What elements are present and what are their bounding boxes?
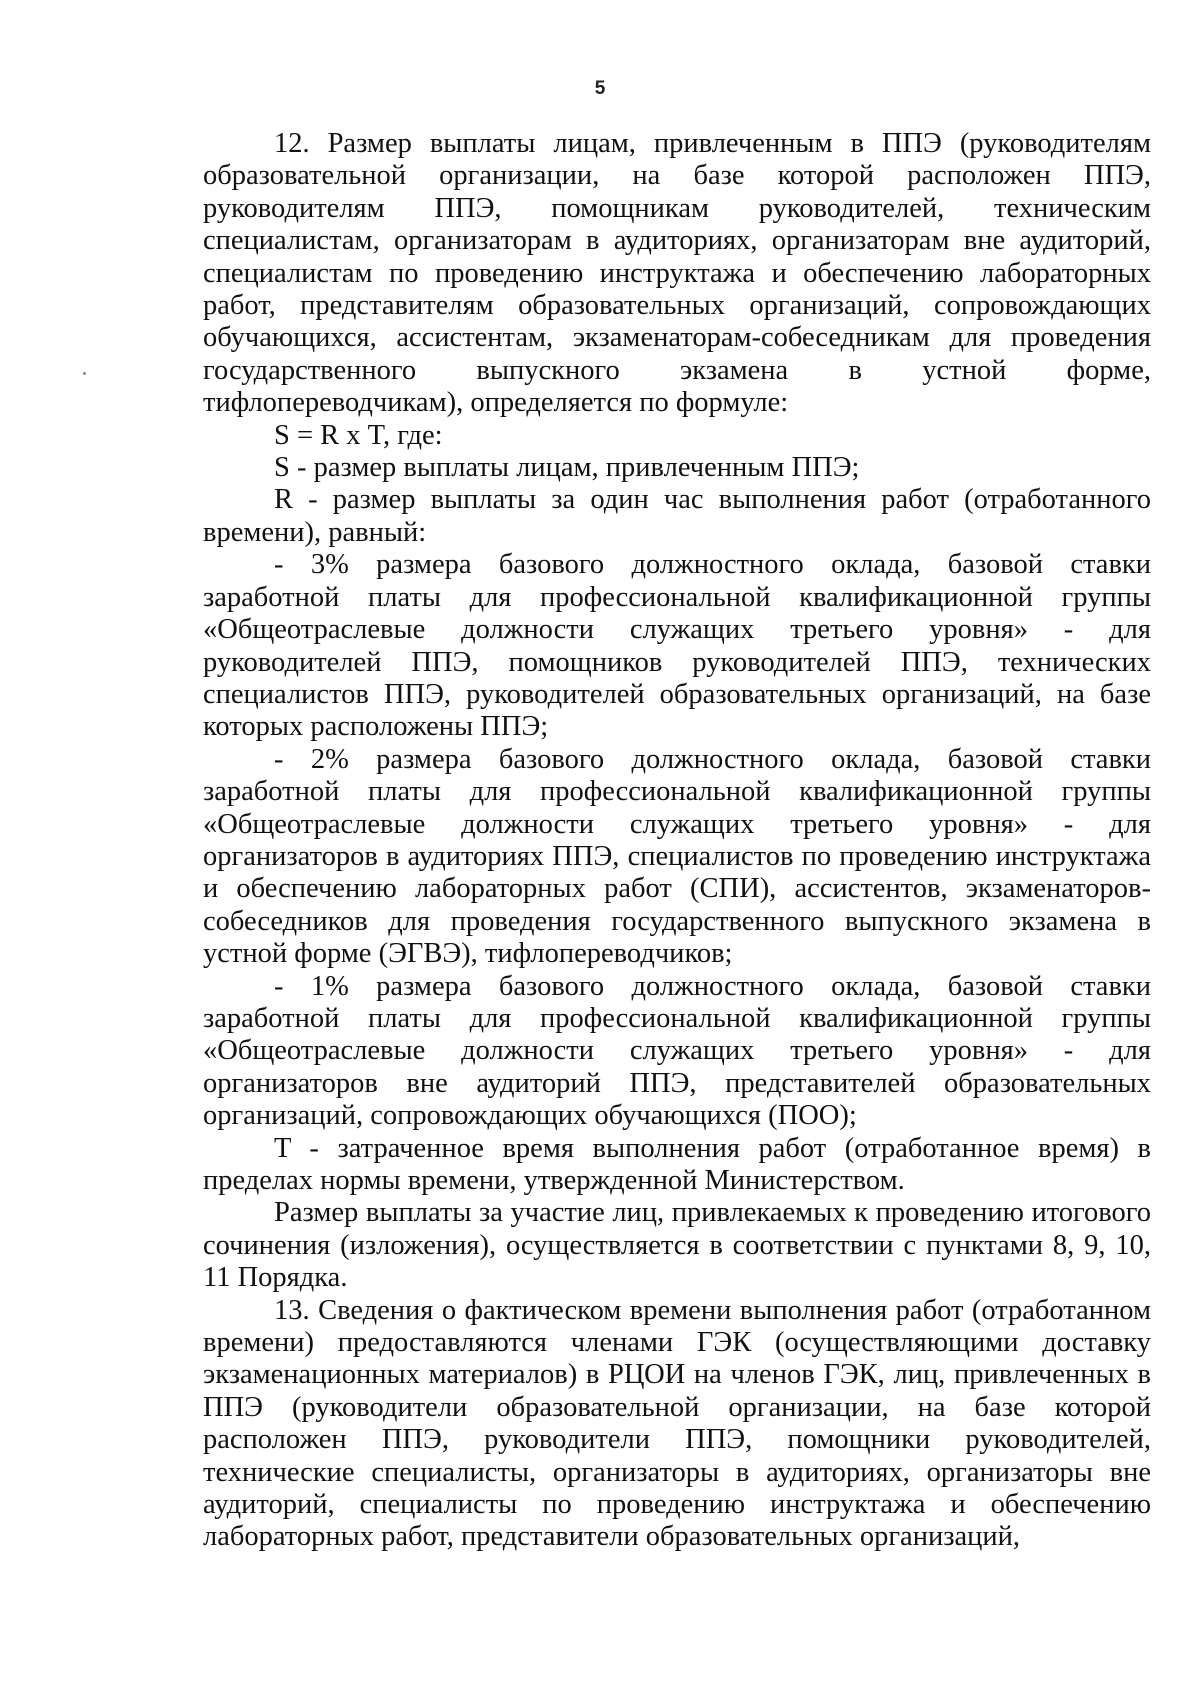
definition-t: T - затраченное время выполнения работ (отработанное время) в пределах нормы времени, утвержденной Министерством. [203,1132,1151,1196]
definition-r: R - размер выплаты за один час выполнения работ (отработанного времени), равный: [203,484,1151,548]
definition-s: S - размер выплаты лицам, привлеченным ППЭ; [274,452,860,484]
rate-3-percent: - 3% размера базового должностного оклада, базовой ставки заработной платы для профессиональной квалификационной группы «Общеотраслевые должности служащих третьего уровня» - для руководителей ППЭ, помощников руководителей ППЭ, технических специалистов ППЭ, руководителей образовательных организаций, на базе которых расположены ППЭ; [203,549,1151,743]
scan-speck [83,372,86,375]
paragraph-13: 13. Сведения о фактическом времени выполнения работ (отработанном времени) предоставляются членами ГЭК (осуществляющими доставку экзаменационных материалов) в РЦОИ на членов ГЭК, лиц, привлеченных в ППЭ (руководители образовательной организации, на базе которой расположен ППЭ, руководители ППЭ, помощники руководителей, технические специалисты, организаторы в аудиториях, организаторы вне аудиторий, специалисты по проведению инструктажа и обеспечению лабораторных работ, представители образовательных организаций, [203,1294,1151,1553]
rate-1-percent: - 1% размера базового должностного оклада, базовой ставки заработной платы для профессиональной квалификационной группы «Общеотраслевые должности служащих третьего уровня» - для организаторов вне аудиторий ППЭ, представителей образовательных организаций, сопровождающих обучающихся (ПОО); [203,970,1151,1132]
document-body [203,128,1151,1554]
page-number: 5 [594,78,606,99]
paragraph-12: 12. Размер выплаты лицам, привлеченным в ППЭ (руководителям образовательной организации, на базе которой расположен ППЭ, руководителям ППЭ, помощникам руководителей, техническим специалистам, организаторам в аудиториях, организаторам вне аудиторий, специалистам по проведению инструктажа и обеспечению лабораторных работ, представителям образовательных организаций, сопровождающих обучающихся, ассистентам, экзаменаторам-собеседникам для проведения государственного выпускного экзамена в устной форме, тифлопереводчикам), определяется по формуле: [203,128,1151,419]
essay-payment-paragraph: Размер выплаты за участие лиц, привлекаемых к проведению итогового сочинения (изложения), осуществляется в соответствии с пунктами 8, 9, 10, 11 Порядка. [203,1197,1151,1294]
formula-line: S = R х T, где: [274,419,443,451]
rate-2-percent: - 2% размера базового должностного оклада, базовой ставки заработной платы для профессиональной квалификационной группы «Общеотраслевые должности служащих третьего уровня» - для организаторов в аудиториях ППЭ, специалистов по проведению инструктажа и обеспечению лабораторных работ (СПИ), ассистентов, экзаменаторов-собеседников для проведения государственного выпускного экзамена в устной форме (ЭГВЭ), тифлопереводчиков; [203,743,1151,970]
